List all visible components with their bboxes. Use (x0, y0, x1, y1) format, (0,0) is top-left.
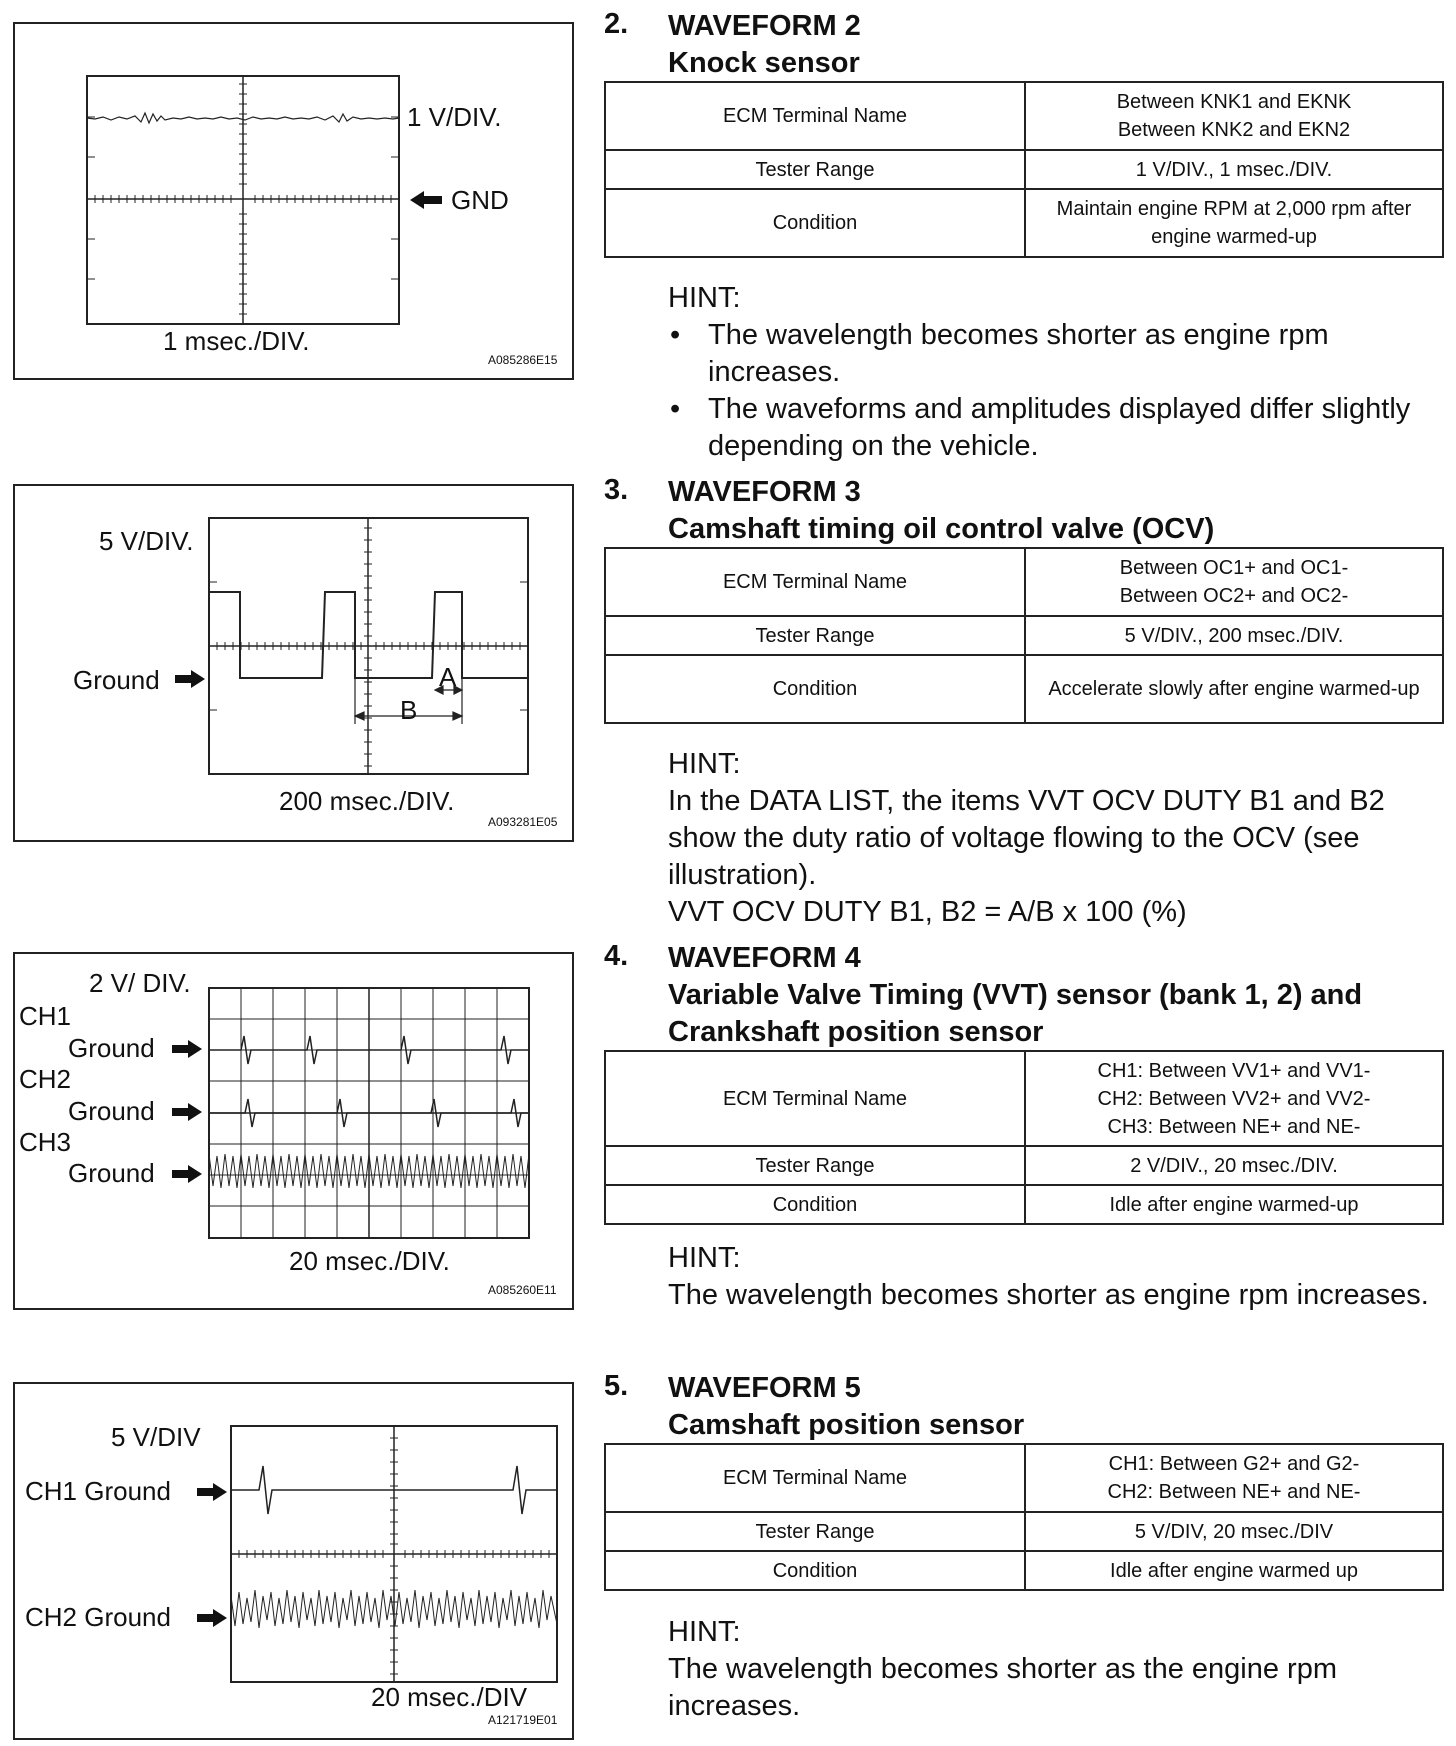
list-item: • The wavelength becomes shorter as engine rpm increases. (670, 319, 1329, 388)
row-key: ECM Terminal Name (605, 82, 1025, 150)
ch2-label: CH2 (19, 1064, 72, 1094)
grid-axes (231, 1426, 557, 1682)
table-row (605, 1185, 1443, 1224)
table-row (605, 616, 1443, 655)
figure-code: A085260E11 (488, 1283, 557, 1297)
hint-text: In the DATA LIST, the items VVT OCV DUTY B1 and B2 show the duty ratio of voltage flowing to the OCV (see illustration). (668, 785, 1385, 891)
spec-table (604, 547, 1444, 724)
row-value (1025, 82, 1443, 150)
arrow-right-icon (173, 667, 207, 691)
row-value: Idle after engine warmed up (1025, 1551, 1443, 1590)
row-value-line: Between OC1+ and OC1- (1119, 557, 1349, 579)
ch1-ground-label: Ground (68, 1033, 155, 1063)
row-value-line: CH1: Between G2+ and G2- (1108, 1453, 1360, 1475)
table-row (605, 1551, 1443, 1590)
row-key: Condition (605, 1551, 1025, 1590)
row-value (1025, 548, 1443, 616)
hint-block (668, 746, 1444, 931)
section-title (668, 940, 1444, 1051)
row-key: Condition (605, 1185, 1025, 1224)
table-row (605, 82, 1443, 150)
row-value-line: CH2: Between VV2+ and VV2- (1097, 1087, 1371, 1110)
section-header (604, 474, 1444, 548)
row-key: Tester Range (605, 150, 1025, 189)
figure-code: A121719E01 (488, 1713, 558, 1727)
spec-table (604, 81, 1444, 258)
row-value: 5 V/DIV., 200 msec./DIV. (1025, 616, 1443, 655)
ch1-label: CH1 (19, 1001, 72, 1031)
row-value: Idle after engine warmed-up (1025, 1185, 1443, 1224)
table-row (605, 1146, 1443, 1185)
section-waveform-4 (604, 940, 1444, 1311)
volt-div-label: 5 V/DIV. (99, 526, 194, 556)
list-item: • The waveforms and amplitudes displayed differ slightly depending on the vehicle. (670, 393, 1411, 462)
marker-b-label: B (400, 695, 418, 725)
time-div-label: 20 msec./DIV (371, 1682, 528, 1712)
row-value: 5 V/DIV, 20 msec./DIV (1025, 1512, 1443, 1551)
table-row (605, 548, 1443, 616)
row-key: ECM Terminal Name (605, 548, 1025, 616)
figure-code: A093281E05 (488, 815, 558, 829)
row-key: Tester Range (605, 1512, 1025, 1551)
gnd-label: GND (451, 185, 509, 215)
ch2-ground-label: Ground (68, 1096, 155, 1126)
ch1-ground-label: CH1 Ground (25, 1476, 171, 1506)
ch3-ground-label: Ground (68, 1158, 155, 1188)
hint-label: HINT: (668, 1242, 741, 1274)
row-value-line: Between OC2+ and OC2- (1119, 585, 1349, 607)
section-number: 3. (604, 474, 629, 506)
marker-a-label: A (439, 662, 457, 692)
arrow-right-icon (170, 1100, 204, 1124)
spec-table (604, 1443, 1444, 1591)
row-value: Maintain engine RPM at 2,000 rpm after engine warmed-up (1025, 189, 1443, 257)
grid-axes (87, 76, 399, 324)
figure-camshaft-waveform (13, 1382, 574, 1740)
section-title (668, 1370, 1024, 1444)
arrow-right-icon (170, 1162, 204, 1186)
time-div-label: 200 msec./DIV. (279, 786, 455, 816)
section-number: 5. (604, 1370, 629, 1402)
table-row (605, 1444, 1443, 1512)
section-title (668, 474, 1214, 548)
section-waveform-3 (604, 474, 1444, 928)
row-value-line: CH1: Between VV1+ and VV1- (1097, 1059, 1371, 1082)
hint-list (668, 317, 1444, 465)
section-header (604, 940, 1444, 1050)
hint-text: The wavelength becomes shorter as the engine rpm increases. (668, 1653, 1337, 1722)
list-item-text: The waveforms and amplitudes displayed differ slightly depending on the vehicle. (708, 393, 1411, 462)
row-value: 1 V/DIV., 1 msec./DIV. (1025, 150, 1443, 189)
section-title-line1: WAVEFORM 2 (668, 10, 861, 42)
figure-ocv-waveform (13, 484, 574, 842)
row-key: Condition (605, 655, 1025, 723)
section-header (604, 1370, 1444, 1444)
section-title-line1: WAVEFORM 3 (668, 476, 861, 508)
section-title-line1: WAVEFORM 5 (668, 1372, 861, 1404)
section-title-line2: Variable Valve Timing (VVT) sensor (bank 1, 2) and Crankshaft position sensor (668, 979, 1363, 1048)
spec-table (604, 1050, 1444, 1225)
section-title-line1: WAVEFORM 4 (668, 942, 861, 974)
row-value-line: Between KNK1 and EKNK (1116, 91, 1352, 113)
time-div-label: 1 msec./DIV. (163, 326, 310, 356)
table-row (605, 189, 1443, 257)
ch3-label: CH3 (19, 1127, 72, 1157)
hint-label: HINT: (668, 748, 741, 780)
section-header (604, 8, 1444, 82)
volt-div-label: 2 V/ DIV. (89, 968, 191, 998)
figure-knock-sensor-waveform (13, 22, 574, 380)
figure-code: A085286E15 (488, 353, 558, 367)
table-row (605, 1051, 1443, 1146)
list-item-text: The wavelength becomes shorter as engine rpm increases. (708, 319, 1329, 388)
section-title (668, 8, 861, 82)
figure-vvt-crank-waveform (13, 952, 574, 1310)
ground-label: Ground (73, 665, 160, 695)
hint-label: HINT: (668, 1616, 741, 1648)
table-row (605, 1512, 1443, 1551)
volt-div-label: 1 V/DIV. (407, 102, 502, 132)
row-key: ECM Terminal Name (605, 1444, 1025, 1512)
hint-block (668, 1240, 1444, 1314)
section-title-line2: Camshaft position sensor (668, 1409, 1025, 1441)
row-value: Accelerate slowly after engine warmed-up (1025, 655, 1443, 723)
hint-label: HINT: (668, 282, 741, 314)
row-value-line: CH3: Between NE+ and NE- (1107, 1115, 1361, 1138)
section-waveform-5 (604, 1370, 1444, 1722)
arrow-right-icon (170, 1037, 204, 1061)
row-value (1025, 1444, 1443, 1512)
arrow-right-icon (195, 1480, 229, 1504)
section-waveform-2 (604, 8, 1444, 462)
time-div-label: 20 msec./DIV. (289, 1246, 450, 1276)
row-key: Condition (605, 189, 1025, 257)
row-key: ECM Terminal Name (605, 1051, 1025, 1146)
row-value: 2 V/DIV., 20 msec./DIV. (1025, 1146, 1443, 1185)
section-number: 4. (604, 940, 629, 972)
table-row (605, 150, 1443, 189)
section-title-line2: Camshaft timing oil control valve (OCV) (668, 513, 1215, 545)
duty-formula: VVT OCV DUTY B1, B2 = A/B x 100 (%) (668, 896, 1187, 928)
hint-block (668, 280, 1444, 465)
arrow-left-icon (408, 188, 448, 212)
row-value (1025, 1051, 1443, 1146)
arrow-right-icon (195, 1606, 229, 1630)
row-key: Tester Range (605, 1146, 1025, 1185)
table-row (605, 655, 1443, 723)
section-number: 2. (604, 8, 629, 40)
section-title-line2: Knock sensor (668, 47, 860, 79)
hint-block (668, 1614, 1444, 1725)
row-value-line: CH2: Between NE+ and NE- (1107, 1481, 1361, 1503)
row-key: Tester Range (605, 616, 1025, 655)
volt-div-label: 5 V/DIV (111, 1422, 201, 1452)
ch2-ground-label: CH2 Ground (25, 1602, 171, 1632)
row-value-line: Between KNK2 and EKN2 (1117, 119, 1351, 141)
hint-text: The wavelength becomes shorter as engine rpm increases. (668, 1279, 1429, 1311)
